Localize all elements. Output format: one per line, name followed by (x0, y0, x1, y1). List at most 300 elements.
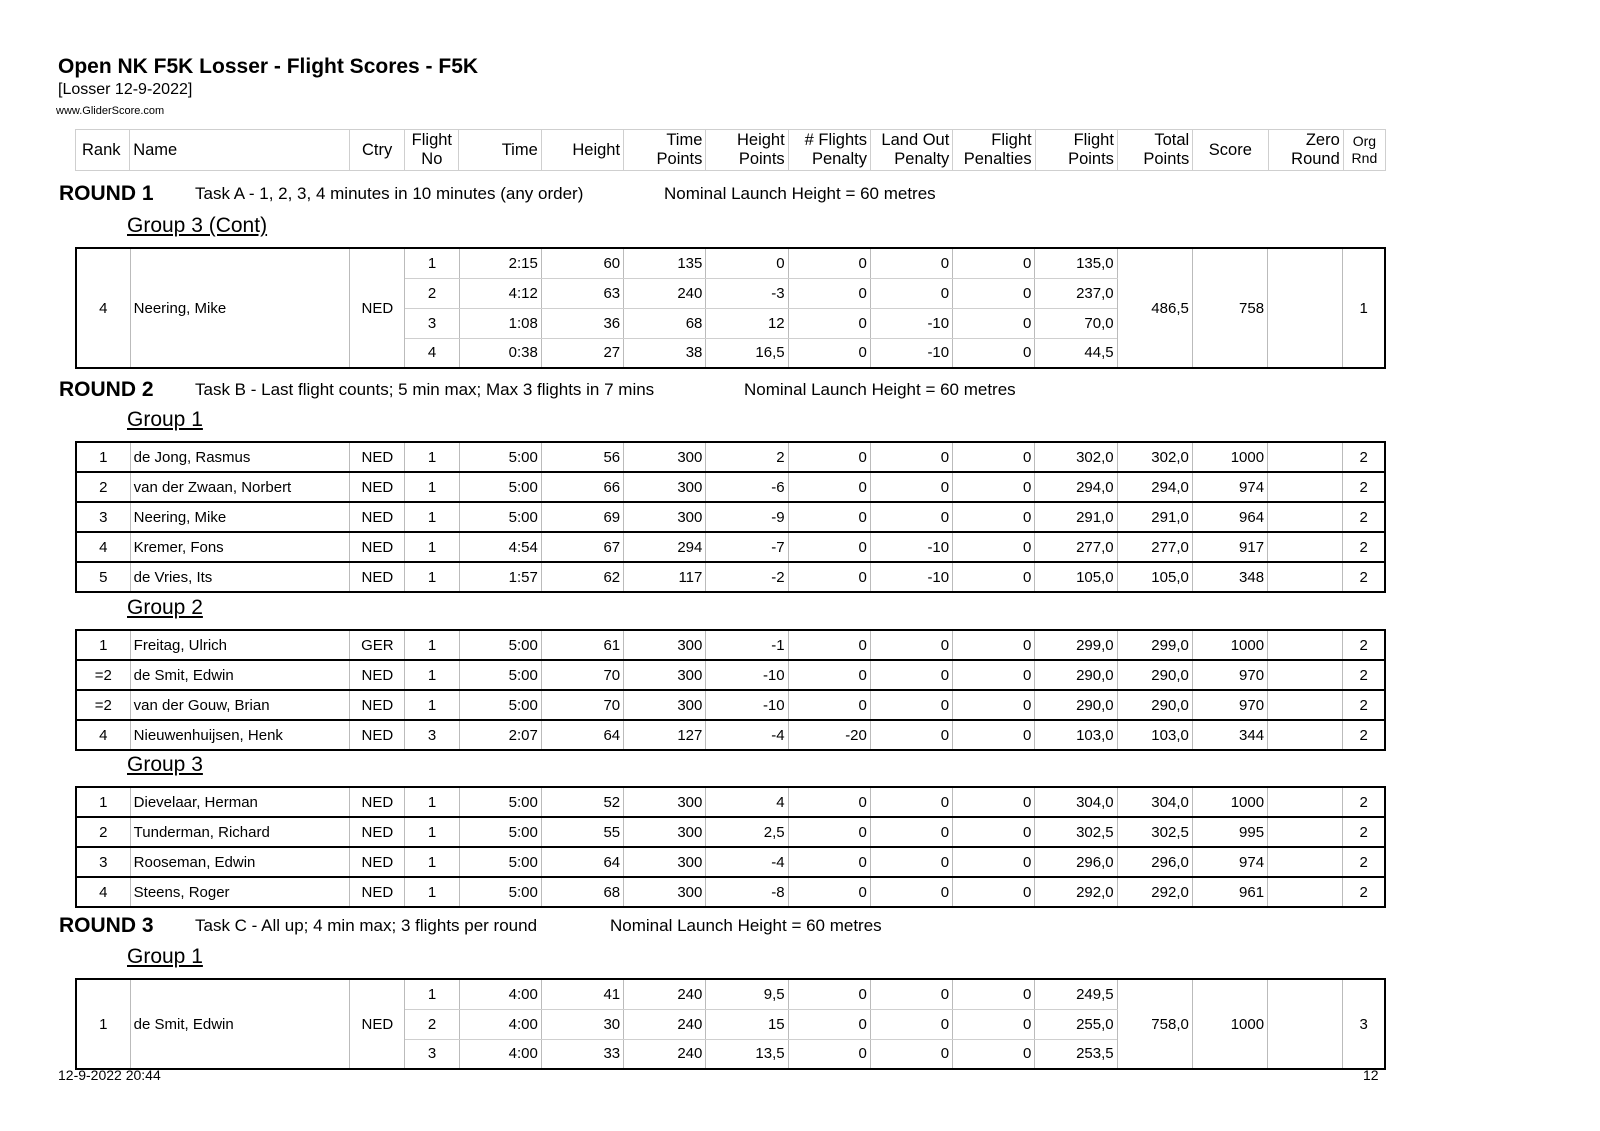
total-points: 758,0 (1117, 979, 1192, 1069)
page-title: Open NK F5K Losser - Flight Scores - F5K (58, 55, 479, 78)
launch-height: 64 (541, 847, 623, 877)
flight-no: 1 (405, 787, 459, 817)
launch-height: 41 (541, 979, 623, 1009)
total-points: 290,0 (1117, 690, 1192, 720)
col-flight-no: Flight No (405, 130, 459, 171)
score-cell: 974 (1192, 847, 1267, 877)
zero-round (1268, 877, 1343, 907)
land-out-penalty: 0 (870, 278, 952, 308)
table-row (76, 472, 1385, 502)
time-points: 240 (624, 278, 706, 308)
flight-penalties: 0 (953, 1009, 1035, 1039)
group-results-table (75, 786, 1386, 908)
pilot-name: Tunderman, Richard (130, 817, 350, 847)
land-out-penalty: 0 (870, 248, 952, 278)
land-out-penalty: 0 (870, 660, 952, 690)
score-cell: 974 (1192, 472, 1267, 502)
country-cell: GER (350, 630, 405, 660)
total-points: 304,0 (1117, 787, 1192, 817)
height-points: -3 (706, 278, 788, 308)
flight-no: 1 (405, 979, 459, 1009)
flight-points: 253,5 (1035, 1039, 1117, 1069)
col-height-points: Height Points (706, 130, 788, 171)
org-round: 2 (1343, 847, 1385, 877)
col-flight-points: Flight Points (1035, 130, 1117, 171)
flight-time: 5:00 (459, 442, 541, 472)
height-points: -2 (706, 562, 788, 592)
flight-no: 1 (405, 690, 459, 720)
pilot-name: de Jong, Rasmus (130, 442, 350, 472)
round-label: ROUND 1 (59, 182, 154, 205)
height-points: 0 (706, 248, 788, 278)
zero-round (1268, 817, 1343, 847)
flights-penalty: 0 (788, 532, 870, 562)
pilot-name: Freitag, Ulrich (130, 630, 350, 660)
country-cell: NED (350, 690, 405, 720)
flight-penalties: 0 (953, 979, 1035, 1009)
pilot-name: van der Zwaan, Norbert (130, 472, 350, 502)
col-time-points: Time Points (624, 130, 706, 171)
rank-cell: =2 (76, 660, 130, 690)
flight-time: 1:08 (459, 308, 541, 338)
rank-cell: 1 (76, 787, 130, 817)
score-cell: 1000 (1192, 979, 1267, 1069)
flights-penalty: 0 (788, 787, 870, 817)
launch-height: 56 (541, 442, 623, 472)
flight-points: 290,0 (1035, 660, 1117, 690)
land-out-penalty: 0 (870, 1009, 952, 1039)
round-task: Task B - Last flight counts; 5 min max; Max 3 flights in 7 mins (195, 380, 655, 399)
land-out-penalty: 0 (870, 877, 952, 907)
height-points: 9,5 (706, 979, 788, 1009)
group-results-table (75, 629, 1386, 751)
flights-penalty: 0 (788, 248, 870, 278)
zero-round (1268, 472, 1343, 502)
flight-time: 5:00 (459, 787, 541, 817)
flight-penalties: 0 (953, 502, 1035, 532)
flight-penalties: 0 (953, 532, 1035, 562)
land-out-penalty: 0 (870, 817, 952, 847)
table-row (76, 817, 1385, 847)
pilot-name: Kremer, Fons (130, 532, 350, 562)
org-round: 2 (1343, 442, 1385, 472)
flight-no: 1 (405, 630, 459, 660)
flight-no: 2 (405, 1009, 459, 1039)
rank-cell: 4 (76, 532, 130, 562)
zero-round (1268, 660, 1343, 690)
table-row (76, 442, 1385, 472)
zero-round (1268, 532, 1343, 562)
launch-height: 67 (541, 532, 623, 562)
total-points: 302,5 (1117, 817, 1192, 847)
page-number: 12 (1363, 1067, 1379, 1083)
time-points: 300 (624, 787, 706, 817)
table-row (76, 630, 1385, 660)
flight-points: 304,0 (1035, 787, 1117, 817)
country-cell: NED (350, 847, 405, 877)
col-height: Height (541, 130, 623, 171)
col-time: Time (459, 130, 541, 171)
height-points: 2,5 (706, 817, 788, 847)
flight-penalties: 0 (953, 562, 1035, 592)
flight-points: 296,0 (1035, 847, 1117, 877)
flight-points: 44,5 (1035, 338, 1117, 368)
launch-height: 60 (541, 248, 623, 278)
pilot-name: Neering, Mike (130, 248, 350, 368)
flight-penalties: 0 (953, 1039, 1035, 1069)
flight-points: 302,0 (1035, 442, 1117, 472)
launch-height: 63 (541, 278, 623, 308)
flight-points: 291,0 (1035, 502, 1117, 532)
score-cell: 758 (1192, 248, 1267, 368)
zero-round (1268, 630, 1343, 660)
land-out-penalty: 0 (870, 472, 952, 502)
land-out-penalty: -10 (870, 338, 952, 368)
flight-no: 1 (405, 562, 459, 592)
flight-penalties: 0 (953, 720, 1035, 750)
time-points: 300 (624, 660, 706, 690)
launch-height: 36 (541, 308, 623, 338)
table-row (76, 562, 1385, 592)
height-points: -7 (706, 532, 788, 562)
org-round: 3 (1343, 979, 1385, 1069)
launch-height: 55 (541, 817, 623, 847)
time-points: 117 (624, 562, 706, 592)
total-points: 299,0 (1117, 630, 1192, 660)
flight-no: 2 (405, 278, 459, 308)
group-results-table (75, 247, 1386, 369)
flight-no: 3 (405, 308, 459, 338)
flights-penalty: 0 (788, 278, 870, 308)
group-label: Group 3 (Cont) (127, 214, 268, 237)
height-points: -4 (706, 847, 788, 877)
flight-time: 5:00 (459, 502, 541, 532)
flight-time: 5:00 (459, 847, 541, 877)
time-points: 240 (624, 1009, 706, 1039)
flight-penalties: 0 (953, 338, 1035, 368)
col-ctry: Ctry (350, 130, 405, 171)
country-cell: NED (350, 502, 405, 532)
flight-points: 105,0 (1035, 562, 1117, 592)
rank-cell: 1 (76, 630, 130, 660)
rank-cell: 5 (76, 562, 130, 592)
score-cell: 348 (1192, 562, 1267, 592)
time-points: 240 (624, 979, 706, 1009)
rank-cell: 4 (76, 877, 130, 907)
height-points: 16,5 (706, 338, 788, 368)
rank-cell: 2 (76, 817, 130, 847)
flight-time: 5:00 (459, 690, 541, 720)
score-cell: 961 (1192, 877, 1267, 907)
country-cell: NED (350, 472, 405, 502)
pilot-name: Steens, Roger (130, 877, 350, 907)
land-out-penalty: 0 (870, 630, 952, 660)
country-cell: NED (350, 442, 405, 472)
org-round: 2 (1343, 532, 1385, 562)
col-name: Name (130, 130, 350, 171)
land-out-penalty: 0 (870, 1039, 952, 1069)
land-out-penalty: 0 (870, 787, 952, 817)
zero-round (1268, 442, 1343, 472)
score-cell: 344 (1192, 720, 1267, 750)
flight-time: 2:15 (459, 248, 541, 278)
zero-round (1268, 787, 1343, 817)
flight-points: 237,0 (1035, 278, 1117, 308)
flight-no: 1 (405, 472, 459, 502)
flights-penalty: 0 (788, 562, 870, 592)
country-cell: NED (350, 562, 405, 592)
country-cell: NED (350, 787, 405, 817)
flights-penalty: 0 (788, 817, 870, 847)
org-round: 2 (1343, 502, 1385, 532)
total-points: 277,0 (1117, 532, 1192, 562)
rank-cell: 1 (76, 442, 130, 472)
flight-penalties: 0 (953, 442, 1035, 472)
round-task: Task A - 1, 2, 3, 4 minutes in 10 minutes (any order) (195, 184, 584, 203)
time-points: 300 (624, 817, 706, 847)
height-points: 4 (706, 787, 788, 817)
flight-penalties: 0 (953, 847, 1035, 877)
flight-penalties: 0 (953, 630, 1035, 660)
flights-penalty: 0 (788, 630, 870, 660)
pilot-name: de Smit, Edwin (130, 979, 350, 1069)
col-flight-penalties: Flight Penalties (953, 130, 1035, 171)
launch-height: 68 (541, 877, 623, 907)
table-row (76, 877, 1385, 907)
table-row (76, 660, 1385, 690)
org-round: 2 (1343, 630, 1385, 660)
flight-points: 249,5 (1035, 979, 1117, 1009)
col-org-rnd: Org Rnd (1343, 130, 1385, 171)
time-points: 300 (624, 472, 706, 502)
score-cell: 995 (1192, 817, 1267, 847)
pilot-name: Rooseman, Edwin (130, 847, 350, 877)
height-points: -9 (706, 502, 788, 532)
country-cell: NED (350, 532, 405, 562)
land-out-penalty: 0 (870, 979, 952, 1009)
round-label: ROUND 2 (59, 378, 154, 401)
pilot-name: de Smit, Edwin (130, 660, 350, 690)
height-points: -1 (706, 630, 788, 660)
flight-no: 3 (405, 720, 459, 750)
launch-height: 70 (541, 690, 623, 720)
table-row (76, 979, 1385, 1009)
total-points: 302,0 (1117, 442, 1192, 472)
org-round: 2 (1343, 562, 1385, 592)
score-cell: 970 (1192, 690, 1267, 720)
flight-time: 2:07 (459, 720, 541, 750)
flight-no: 1 (405, 817, 459, 847)
flight-no: 1 (405, 502, 459, 532)
pilot-name: de Vries, Its (130, 562, 350, 592)
total-points: 291,0 (1117, 502, 1192, 532)
flight-points: 302,5 (1035, 817, 1117, 847)
flights-penalty: 0 (788, 979, 870, 1009)
flights-penalty: -20 (788, 720, 870, 750)
flight-points: 255,0 (1035, 1009, 1117, 1039)
launch-height: 33 (541, 1039, 623, 1069)
nominal-launch-height: Nominal Launch Height = 60 metres (610, 916, 882, 935)
time-points: 300 (624, 630, 706, 660)
flight-time: 5:00 (459, 660, 541, 690)
time-points: 300 (624, 847, 706, 877)
round-label: ROUND 3 (59, 914, 154, 937)
flight-penalties: 0 (953, 877, 1035, 907)
website-credit: www.GliderScore.com (56, 105, 165, 117)
time-points: 300 (624, 690, 706, 720)
flight-time: 4:00 (459, 1039, 541, 1069)
col-total-points: Total Points (1117, 130, 1192, 171)
org-round: 2 (1343, 660, 1385, 690)
org-round: 1 (1343, 248, 1385, 368)
land-out-penalty: -10 (870, 532, 952, 562)
flight-points: 135,0 (1035, 248, 1117, 278)
time-points: 68 (624, 308, 706, 338)
country-cell: NED (350, 248, 405, 368)
time-points: 300 (624, 877, 706, 907)
score-cell: 1000 (1192, 787, 1267, 817)
flights-penalty: 0 (788, 877, 870, 907)
total-points: 105,0 (1117, 562, 1192, 592)
zero-round (1268, 562, 1343, 592)
flight-time: 0:38 (459, 338, 541, 368)
round-task: Task C - All up; 4 min max; 3 flights per round (195, 916, 538, 935)
country-cell: NED (350, 979, 405, 1069)
org-round: 2 (1343, 877, 1385, 907)
height-points: -10 (706, 660, 788, 690)
height-points: 2 (706, 442, 788, 472)
zero-round (1268, 502, 1343, 532)
table-row (76, 720, 1385, 750)
flights-penalty: 0 (788, 338, 870, 368)
flight-penalties: 0 (953, 472, 1035, 502)
time-points: 294 (624, 532, 706, 562)
flight-time: 5:00 (459, 817, 541, 847)
footer-datetime: 12-9-2022 20:44 (58, 1067, 161, 1083)
nominal-launch-height: Nominal Launch Height = 60 metres (744, 380, 1016, 399)
flights-penalty: 0 (788, 472, 870, 502)
table-row (76, 532, 1385, 562)
time-points: 300 (624, 442, 706, 472)
flight-time: 1:57 (459, 562, 541, 592)
total-points: 292,0 (1117, 877, 1192, 907)
flight-time: 5:00 (459, 630, 541, 660)
country-cell: NED (350, 660, 405, 690)
height-points: -8 (706, 877, 788, 907)
launch-height: 52 (541, 787, 623, 817)
country-cell: NED (350, 817, 405, 847)
flight-no: 1 (405, 532, 459, 562)
flight-points: 70,0 (1035, 308, 1117, 338)
flight-no: 1 (405, 660, 459, 690)
flight-no: 3 (405, 1039, 459, 1069)
height-points: 15 (706, 1009, 788, 1039)
col-score: Score (1193, 130, 1268, 171)
flight-penalties: 0 (953, 660, 1035, 690)
column-header-table (75, 129, 1386, 171)
rank-cell: 3 (76, 502, 130, 532)
land-out-penalty: 0 (870, 847, 952, 877)
group-results-table (75, 978, 1386, 1070)
score-cell: 1000 (1192, 442, 1267, 472)
land-out-penalty: -10 (870, 562, 952, 592)
time-points: 135 (624, 248, 706, 278)
land-out-penalty: 0 (870, 442, 952, 472)
pilot-name: Dievelaar, Herman (130, 787, 350, 817)
total-points: 296,0 (1117, 847, 1192, 877)
time-points: 38 (624, 338, 706, 368)
flights-penalty: 0 (788, 847, 870, 877)
flight-no: 4 (405, 338, 459, 368)
pilot-name: Nieuwenhuijsen, Henk (130, 720, 350, 750)
flight-time: 5:00 (459, 877, 541, 907)
flight-penalties: 0 (953, 308, 1035, 338)
height-points: -4 (706, 720, 788, 750)
time-points: 300 (624, 502, 706, 532)
org-round: 2 (1343, 817, 1385, 847)
zero-round (1268, 847, 1343, 877)
pilot-name: Neering, Mike (130, 502, 350, 532)
flight-points: 294,0 (1035, 472, 1117, 502)
rank-cell: 1 (76, 979, 130, 1069)
flight-time: 4:12 (459, 278, 541, 308)
nominal-launch-height: Nominal Launch Height = 60 metres (664, 184, 936, 203)
group-label: Group 3 (127, 753, 203, 776)
flight-no: 1 (405, 248, 459, 278)
table-row (76, 690, 1385, 720)
org-round: 2 (1343, 787, 1385, 817)
flights-penalty: 0 (788, 308, 870, 338)
total-points: 290,0 (1117, 660, 1192, 690)
table-row (76, 502, 1385, 532)
flights-penalty: 0 (788, 442, 870, 472)
zero-round (1268, 979, 1343, 1069)
flight-time: 4:54 (459, 532, 541, 562)
col-zero-round: Zero Round (1268, 130, 1343, 171)
table-row (76, 787, 1385, 817)
flight-points: 277,0 (1035, 532, 1117, 562)
table-row (76, 847, 1385, 877)
flight-points: 299,0 (1035, 630, 1117, 660)
time-points: 240 (624, 1039, 706, 1069)
col-land-out-penalty: Land Out Penalty (871, 130, 953, 171)
total-points: 103,0 (1117, 720, 1192, 750)
flight-points: 292,0 (1035, 877, 1117, 907)
flight-penalties: 0 (953, 248, 1035, 278)
score-cell: 1000 (1192, 630, 1267, 660)
flights-penalty: 0 (788, 502, 870, 532)
flight-penalties: 0 (953, 787, 1035, 817)
col-rank: Rank (76, 130, 130, 171)
rank-cell: =2 (76, 690, 130, 720)
group-results-table (75, 441, 1386, 593)
flight-points: 103,0 (1035, 720, 1117, 750)
flight-penalties: 0 (953, 278, 1035, 308)
page-subtitle: [Losser 12-9-2022] (58, 81, 193, 98)
land-out-penalty: 0 (870, 690, 952, 720)
org-round: 2 (1343, 690, 1385, 720)
land-out-penalty: 0 (870, 502, 952, 532)
pilot-name: van der Gouw, Brian (130, 690, 350, 720)
org-round: 2 (1343, 720, 1385, 750)
rank-cell: 4 (76, 720, 130, 750)
launch-height: 61 (541, 630, 623, 660)
time-points: 127 (624, 720, 706, 750)
score-cell: 964 (1192, 502, 1267, 532)
flight-time: 4:00 (459, 1009, 541, 1039)
flight-no: 1 (405, 877, 459, 907)
total-points: 486,5 (1117, 248, 1192, 368)
